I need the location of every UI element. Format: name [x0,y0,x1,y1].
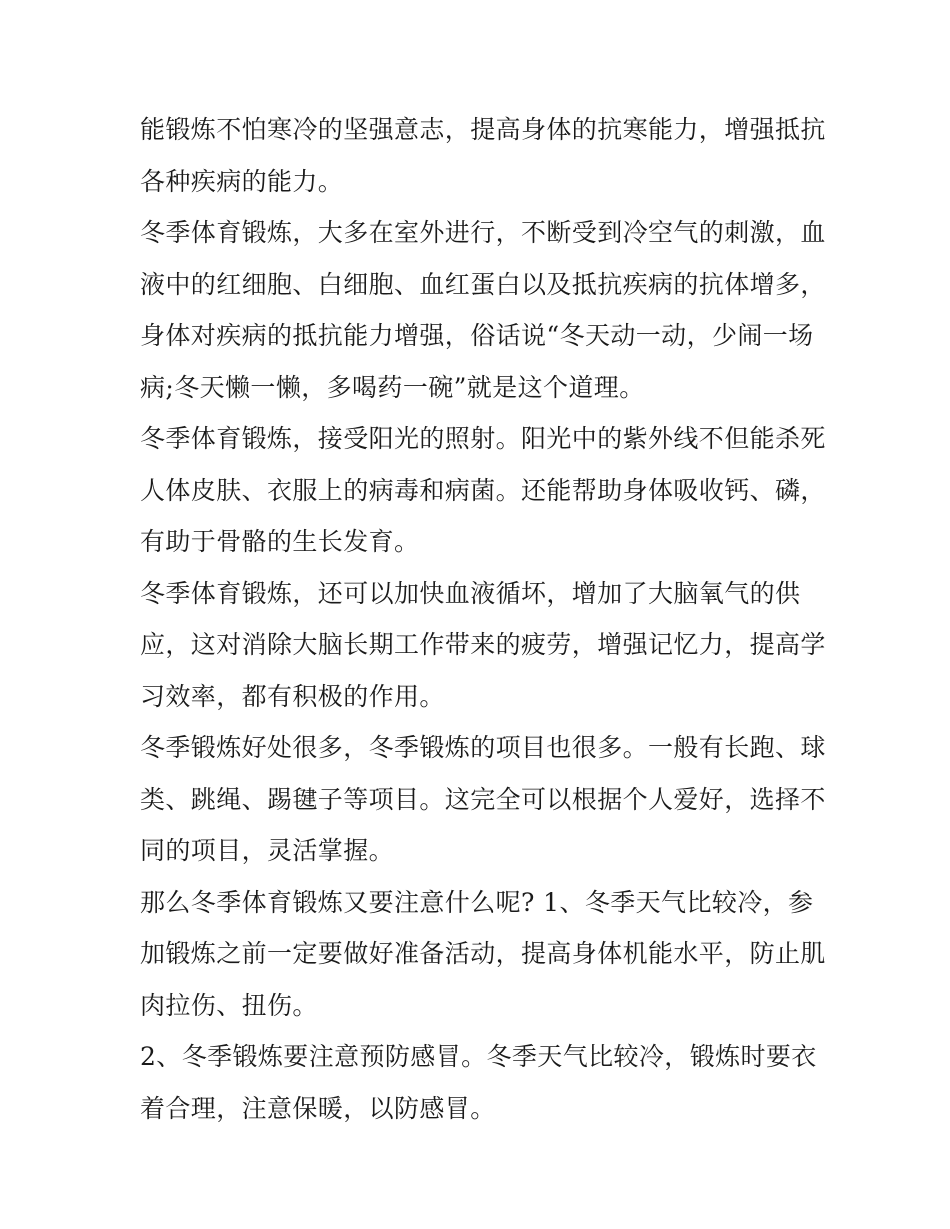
text-line: 身体对疾病的抵抗能力增强，俗话说“冬天动一动，少闹一场 [140,321,814,350]
text-line: 液中的红细胞、白细胞、血红蛋白以及抵抗疾病的抗体增多， [140,269,826,299]
text-line: 应，这对消除大脑长期工作带来的疲劳，增强记忆力，提高学 [140,630,826,659]
text-line: 那么冬季体育锻炼又要注意什么呢? 1、冬季天气比较冷，参 [140,887,814,917]
document-body [140,104,826,1134]
text-line: 冬季体育锻炼，大多在室外进行，不断受到冷空气的刺激，血 [140,218,826,247]
text-line: 习效率，都有积极的作用。 [140,681,445,711]
text-line: 冬季锻炼好处很多，冬季锻炼的项目也很多。一般有长跑、球 [140,733,826,762]
text-line: 2、冬季锻炼要注意预防感冒。冬季天气比较冷，锻炼时要衣 [140,1042,817,1071]
text-line: 着合理，注意保暖，以防感冒。 [140,1093,496,1123]
text-line: 能锻炼不怕寒冷的坚强意志，提高身体的抗寒能力，增强抵抗 [140,115,826,144]
text-line: 类、跳绳、踢毽子等项目。这完全可以根据个人爱好，选择不 [140,784,826,814]
text-line: 冬季体育锻炼，还可以加快血液循坏，增加了大脑氧气的供 [140,578,801,608]
text-line: 同的项目，灵活掌握。 [140,836,395,865]
text-line: 病;冬天懒一懒，多喝药一碗”就是这个道理。 [140,372,645,402]
text-line: 有助于骨骼的生长发育。 [140,527,420,556]
text-line: 各种疾病的能力。 [140,166,344,196]
text-line: 人体皮肤、衣服上的病毒和病菌。还能帮助身体吸收钙、磷， [140,475,826,505]
text-line: 加锻炼之前一定要做好准备活动，提高身体机能水平，防止肌 [140,939,826,968]
text-line: 肉拉伤、扭伤。 [140,990,318,1020]
text-line: 冬季体育锻炼，接受阳光的照射。阳光中的紫外线不但能杀死 [140,424,826,453]
